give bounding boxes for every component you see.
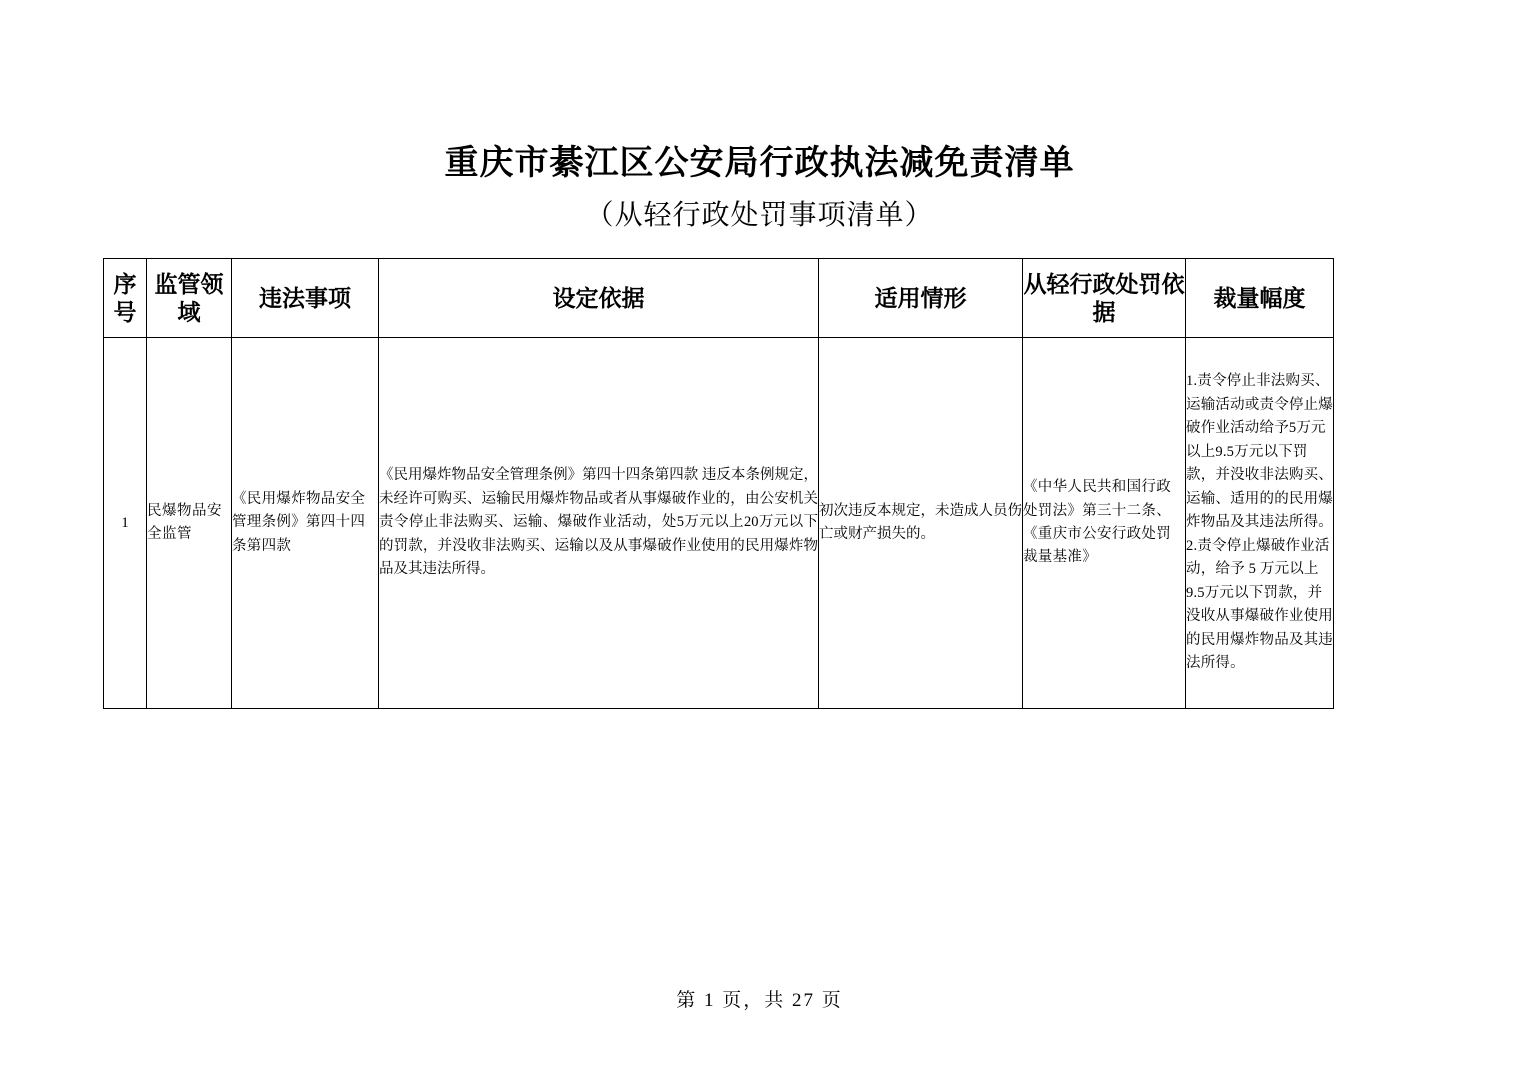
cell-domain: 民爆物品安全监管 <box>147 338 232 709</box>
column-header-item: 违法事项 <box>232 259 379 338</box>
column-header-domain: 监管领域 <box>147 259 232 338</box>
list-table-container <box>103 258 1333 709</box>
list-table <box>103 258 1334 709</box>
page-subtitle: （从轻行政处罚事项清单） <box>585 199 934 231</box>
table-body <box>104 338 1334 709</box>
column-header-basis: 设定依据 <box>379 259 819 338</box>
cell-seq: 1 <box>104 338 147 709</box>
cell-case: 初次违反本规定，未造成人员伤亡或财产损失的。 <box>819 338 1023 709</box>
table-header-row <box>104 259 1334 338</box>
column-header-light: 从轻行政处罚依据 <box>1023 259 1186 338</box>
table-header <box>104 259 1334 338</box>
column-header-case: 适用情形 <box>819 259 1023 338</box>
table-row <box>104 338 1334 709</box>
cell-light: 《中华人民共和国行政处罚法》第三十二条、《重庆市公安行政处罚裁量基准》 <box>1023 338 1186 709</box>
column-header-range: 裁量幅度 <box>1186 259 1334 338</box>
page-footer: 第 1 页，共 27 页 <box>676 990 843 1011</box>
title-block <box>0 144 1519 232</box>
cell-basis: 《民用爆炸物品安全管理条例》第四十四条第四款 违反本条例规定，未经许可购买、运输民用爆炸物品或者从事爆破作业的，由公安机关责令停止非法购买、运输、爆破作业活动，处5万元以上20万元以下的罚款，并没收非法购买、运输以及从事爆破作业使用的民用爆炸物品及其违法所得。 <box>379 338 819 709</box>
range-item-1: 1.责令停止非法购买、运输活动或责令停止爆破作业活动给予5万元以上9.5万元以下罚款，并没收非法购买、运输、适用的的民用爆炸物品及其违法所得。 <box>1186 373 1333 531</box>
cell-range <box>1186 338 1334 709</box>
range-item-2: 2.责令停止爆破作业活动，给予 5 万元以上9.5万元以下罚款，并没收从事爆破作业使用的民用爆炸物品及其违法所得。 <box>1186 537 1333 672</box>
column-header-seq: 序号 <box>104 259 147 338</box>
page-title: 重庆市綦江区公安局行政执法减免责清单 <box>444 145 1075 182</box>
cell-item: 《民用爆炸物品安全管理条例》第四十四条第四款 <box>232 338 379 709</box>
